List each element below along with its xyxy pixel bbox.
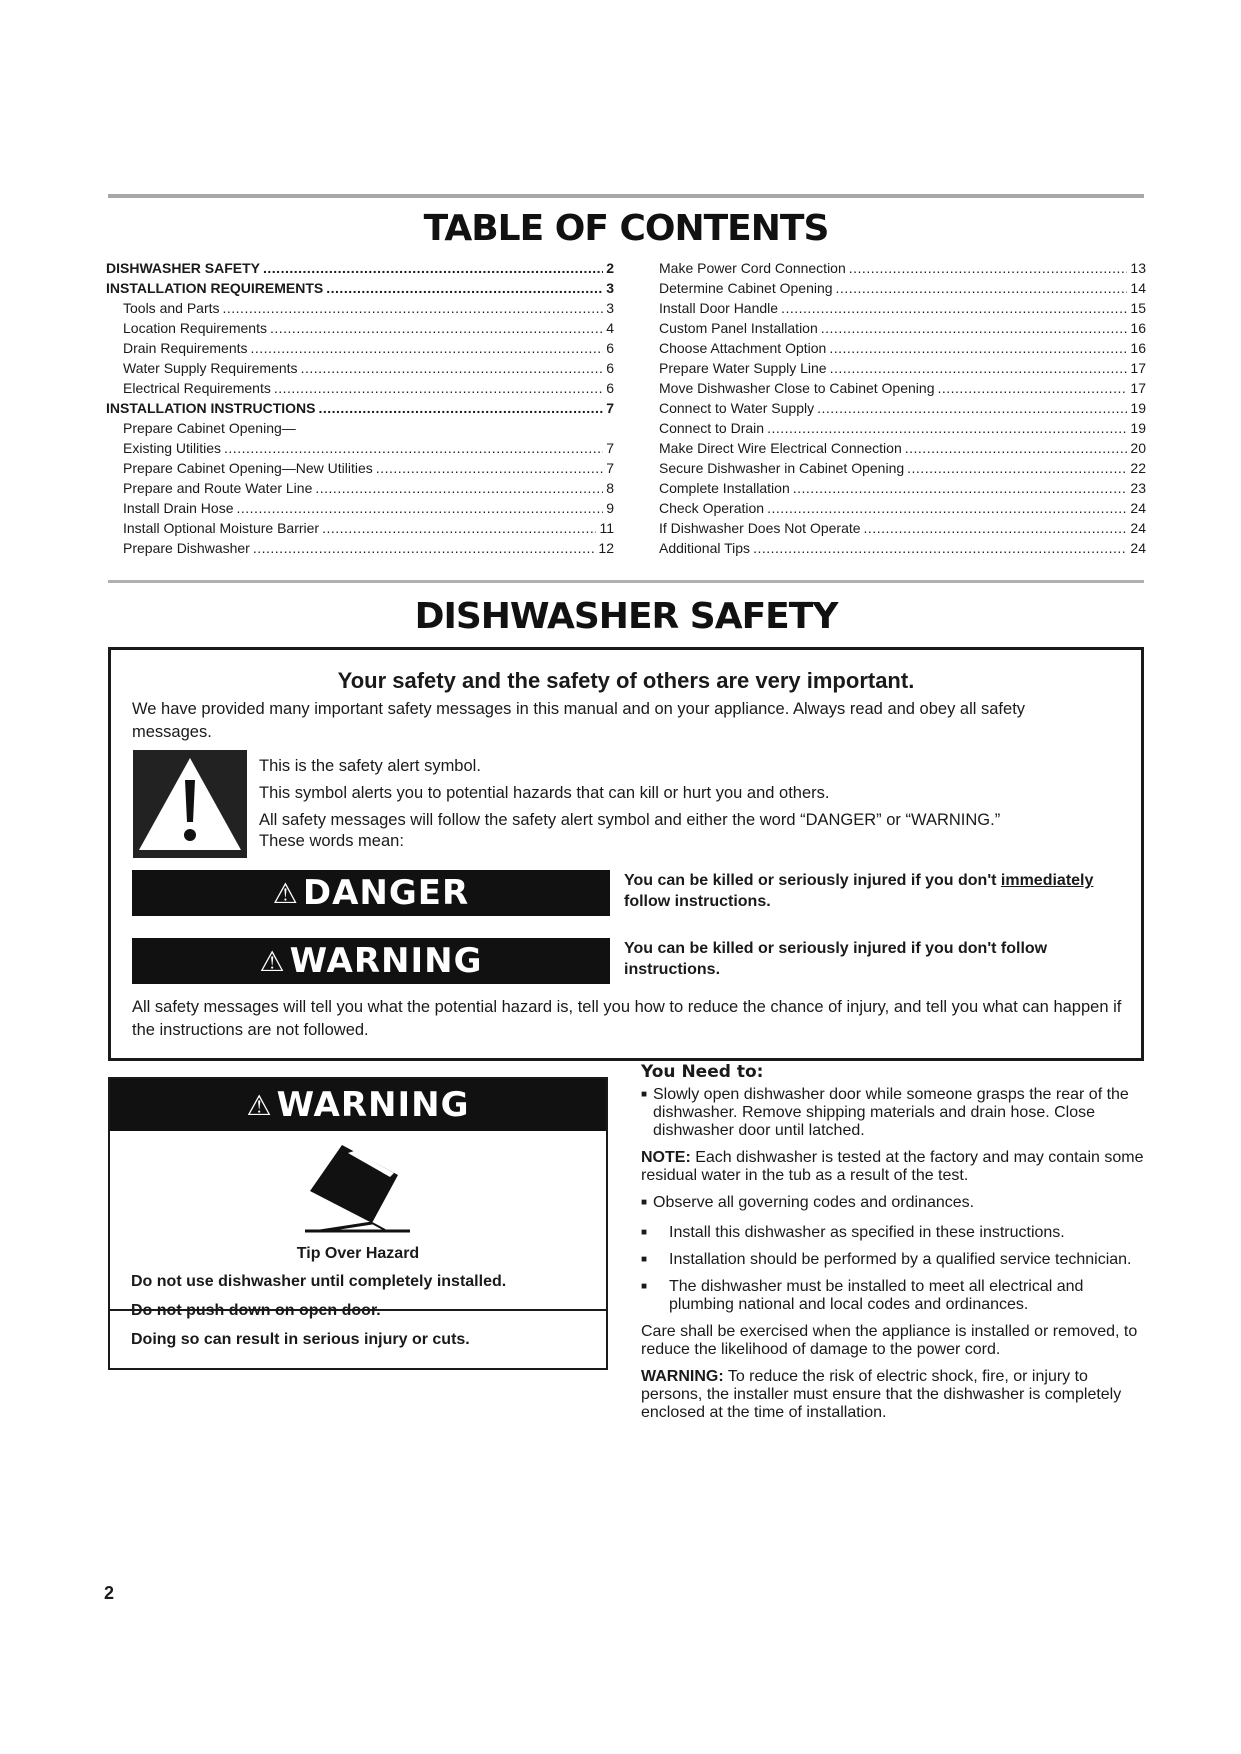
symbol-alert: This symbol alerts you to potential hazards that can kill or hurt you and others.	[259, 784, 830, 802]
you-need-heading: You Need to:	[641, 1062, 764, 1082]
toc-entry: Move Dishwasher Close to Cabinet Opening ..... 17	[659, 378, 1146, 398]
toc-entry: Install Optional Moisture Barrier ..... 11	[106, 518, 614, 538]
list-item: ■ Observe all governing codes and ordinances.	[641, 1194, 975, 1211]
symbol-follow: All safety messages will follow the safety alert symbol and either the word “DANGER” or “WARNING.”	[259, 811, 1001, 829]
toc-entry: Connect to Water Supply ..... 19	[659, 398, 1146, 418]
symbol-line: This is the safety alert symbol.	[259, 757, 481, 775]
toc-entry: Electrical Requirements ..... 6	[106, 378, 614, 398]
safety-title: DISHWASHER SAFETY	[414, 596, 838, 637]
bullet-icon: ■	[641, 1281, 648, 1292]
safety-symbol-text	[259, 756, 1059, 858]
page-number: 2	[104, 1583, 115, 1603]
toc-entry: Choose Attachment Option ..... 16	[659, 338, 1146, 358]
list-item: ■ Install this dishwasher as specified in these instructions.	[641, 1224, 1065, 1241]
list-item: ■ Installation should be performed by a qualified service technician.	[641, 1251, 1132, 1268]
installer-requirements	[641, 1063, 1145, 1431]
danger-text-a: You can be killed or seriously injured if you don't	[624, 872, 1001, 889]
danger-word: DANGER	[302, 873, 470, 913]
toc-entry: Check Operation ..... 24	[659, 498, 1146, 518]
care-paragraph: Care shall be exercised when the appliance is installed or removed, to reduce the likelihood of damage to the power cord.	[641, 1323, 1138, 1358]
alert-triangle-icon: ⚠	[259, 944, 286, 978]
danger-text-b: follow instructions.	[624, 893, 771, 910]
warning-header-word: WARNING	[276, 1085, 470, 1125]
bullet-icon: ■	[641, 1254, 648, 1265]
hazard-line: Do not use dishwasher until completely installed.	[131, 1273, 507, 1290]
dishwasher-tipping-icon	[310, 1145, 398, 1223]
toc-entry: Make Direct Wire Electrical Connection ..... 20	[659, 438, 1146, 458]
toc-entry: Water Supply Requirements ..... 6	[106, 358, 614, 378]
toc-entry: If Dishwasher Does Not Operate ..... 24	[659, 518, 1146, 538]
toc-entry: DISHWASHER SAFETY ..... 2	[106, 258, 614, 278]
hazard-title: Tip Over Hazard	[296, 1245, 420, 1262]
toc-entry: Prepare Dishwasher ..... 12	[106, 538, 614, 558]
toc-entry: Install Door Handle ..... 15	[659, 298, 1146, 318]
warning-header	[110, 1079, 606, 1131]
bullet-icon: ■	[641, 1089, 648, 1100]
toc-entry: Location Requirements ..... 4	[106, 318, 614, 338]
toc-left-column	[106, 258, 614, 558]
warning-text: You can be killed or seriously injured if you don't follow instructions.	[624, 940, 1048, 978]
top-rule	[108, 194, 1144, 198]
toc-entry: Make Power Cord Connection ..... 13	[659, 258, 1146, 278]
danger-text-underline: immediately	[1000, 872, 1094, 889]
toc-entry: Complete Installation ..... 23	[659, 478, 1146, 498]
toc-entry: Prepare Cabinet Opening—New Utilities ..... 7	[106, 458, 614, 478]
bullet-icon: ■	[641, 1227, 648, 1238]
toc-entry: Install Drain Hose ..... 9	[106, 498, 614, 518]
toc-title: TABLE OF CONTENTS	[423, 208, 829, 249]
tip-over-warning-box	[108, 1077, 608, 1370]
toc-entry: INSTALLATION INSTRUCTIONS ..... 7	[106, 398, 614, 418]
danger-text	[624, 870, 1134, 912]
safety-box-heading: Your safety and the safety of others are very important.	[337, 668, 915, 693]
safety-intro: We have provided many important safety messages in this manual and on your appliance. Always read and obey all safety messages.	[132, 700, 1026, 741]
toc-entry: Prepare Cabinet Opening—	[123, 420, 296, 436]
hazard-line: Do not push down on open door.	[131, 1302, 381, 1319]
list-item: ■ The dishwasher must be installed to meet all electrical and plumbing national and local codes and ordinances.	[641, 1278, 1084, 1313]
warning-word: WARNING	[289, 941, 483, 981]
alert-triangle-icon: ⚠	[246, 1088, 273, 1122]
bullet-icon: ■	[641, 1197, 648, 1208]
hazard-line: Doing so can result in serious injury or cuts.	[131, 1331, 470, 1348]
toc-entry: Determine Cabinet Opening ..... 14	[659, 278, 1146, 298]
toc-entry: Prepare and Route Water Line ..... 8	[106, 478, 614, 498]
safety-footer: All safety messages will tell you what the potential hazard is, tell you how to reduce the chance of injury, and tell you what can happen if the instructions are not followed.	[132, 998, 1122, 1039]
alert-triangle-icon: ⚠	[272, 876, 299, 910]
hazard-lines	[131, 1272, 601, 1359]
toc-entry: Connect to Drain ..... 19	[659, 418, 1146, 438]
warning-signal-bar	[132, 938, 610, 984]
toc-entry: Prepare Water Supply Line ..... 17	[659, 358, 1146, 378]
note-paragraph: NOTE: Each dishwasher is tested at the factory and may contain some residual water in the tub as a result of the test.	[641, 1149, 1144, 1184]
warning-paragraph: WARNING: To reduce the risk of electric shock, fire, or injury to persons, the installer must ensure that the dishwasher is completely enclosed at the time of installation.	[641, 1368, 1122, 1421]
danger-signal-bar	[132, 870, 610, 916]
toc-entry: INSTALLATION REQUIREMENTS ..... 3	[106, 278, 614, 298]
toc-entry: Tools and Parts ..... 3	[106, 298, 614, 318]
toc-entry: Drain Requirements ..... 6	[106, 338, 614, 358]
toc-entry: Additional Tips ..... 24	[659, 538, 1146, 558]
toc-entry: Existing Utilities ..... 7	[106, 438, 614, 458]
safety-box	[108, 647, 1144, 1061]
symbol-mean: These words mean:	[259, 832, 404, 850]
list-item: ■ Slowly open dishwasher door while someone grasps the rear of the dishwasher. Remove shipping materials and drain hose. Close dishwasher door until latched.	[641, 1086, 1129, 1139]
toc-entry: Custom Panel Installation ..... 16	[659, 318, 1146, 338]
section-rule	[108, 580, 1144, 583]
toc-right-column	[659, 258, 1146, 558]
safety-alert-symbol-icon	[133, 750, 247, 858]
toc-entry: Secure Dishwasher in Cabinet Opening ..... 22	[659, 458, 1146, 478]
